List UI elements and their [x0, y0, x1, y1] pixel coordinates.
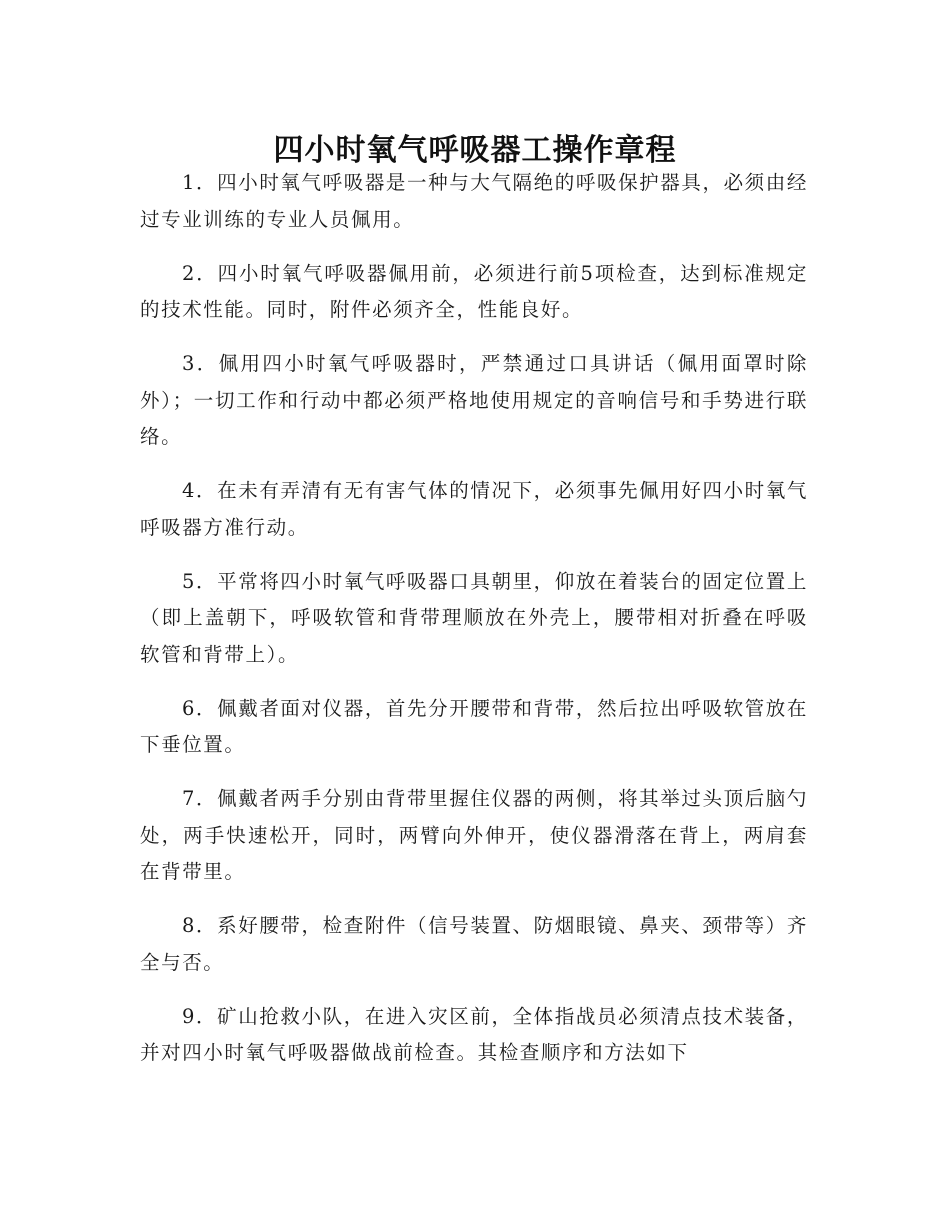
- paragraph-7: 7．佩戴者两手分别由背带里握住仪器的两侧，将其举过头顶后脑勺处，两手快速松开，同时，两臂向外伸开，使仪器滑落在背上，两肩套在背带里。: [140, 787, 808, 883]
- page-title: 四小时氧气呼吸器工操作章程: [273, 133, 677, 169]
- document-body: [140, 165, 808, 1089]
- paragraph-8: 8．系好腰带，检查附件（信号装置、防烟眼镜、鼻夹、颈带等）齐全与否。: [140, 914, 808, 974]
- paragraph-6: 6．佩戴者面对仪器，首先分开腰带和背带，然后拉出呼吸软管放在下垂位置。: [140, 696, 808, 756]
- paragraph-5: 5．平常将四小时氧气呼吸器口具朝里，仰放在着装台的固定位置上（即上盖朝下，呼吸软管和背带理顺放在外壳上，腰带相对折叠在呼吸软管和背带上）。: [140, 569, 808, 666]
- paragraph-1: 1．四小时氧气呼吸器是一种与大气隔绝的呼吸保护器具，必须由经过专业训练的专业人员佩用。: [140, 171, 808, 231]
- paragraph-4: 4．在未有弄清有无有害气体的情况下，必须事先佩用好四小时氧气呼吸器方准行动。: [140, 479, 808, 539]
- paragraph-2: 2．四小时氧气呼吸器佩用前，必须进行前5项检查，达到标准规定的技术性能。同时，附件必须齐全，性能良好。: [140, 261, 808, 321]
- paragraph-3: 3．佩用四小时氧气呼吸器时，严禁通过口具讲话（佩用面罩时除外）；一切工作和行动中都必须严格地使用规定的音响信号和手势进行联络。: [140, 352, 808, 448]
- paragraph-9: 9．矿山抢救小队，在进入灾区前，全体指战员必须清点技术装备，并对四小时氧气呼吸器做战前检查。其检查顺序和方法如下: [140, 1004, 808, 1064]
